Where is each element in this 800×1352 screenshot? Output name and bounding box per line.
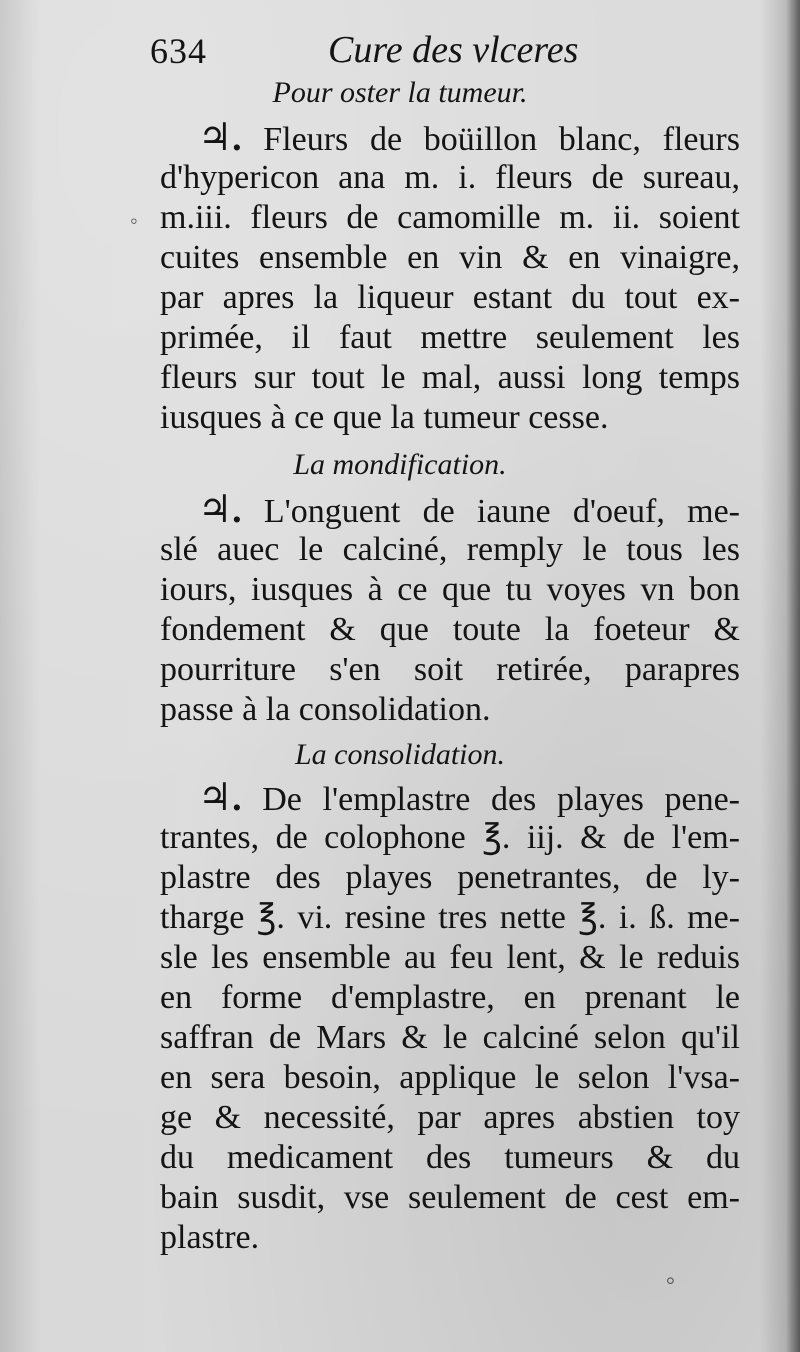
- text-line: par apres la liqueur estant du tout ex-: [160, 279, 740, 316]
- page-number: 634: [150, 31, 207, 71]
- page-edge-shadow: [786, 0, 800, 1352]
- text-line: saffran de Mars & le calciné selon qu'il: [160, 1019, 740, 1056]
- text-line: en sera besoin, applique le selon l'vsa-: [160, 1059, 740, 1096]
- text-line: iours, iusques à ce que tu voyes vn bon: [160, 571, 740, 608]
- ink-speck: °: [666, 1272, 675, 1297]
- recipe-symbol: ♃.: [198, 117, 242, 159]
- text-line: du medicament des tumeurs & du: [160, 1139, 740, 1176]
- text-line: [160, 778, 740, 818]
- text-line: tharge ℥. vi. resine tres nette ℥. i. ß. me-: [160, 899, 740, 936]
- text-line: plastre.: [160, 1219, 260, 1256]
- text-line: fondement & que toute la foeteur &: [160, 611, 740, 648]
- text-line: cuites ensemble en vin & en vinaigre,: [160, 239, 740, 276]
- text-line: fleurs sur tout le mal, aussi long temps: [160, 359, 740, 396]
- section-body-mondification: [160, 490, 740, 730]
- text-line: en forme d'emplastre, en prenant le: [160, 979, 740, 1016]
- section-body-consolidation: [160, 778, 740, 1258]
- section-body-tumeur: [160, 118, 740, 438]
- text-line: slé auec le calciné, remply le tous les: [160, 531, 740, 568]
- text-line: pourriture s'en soit retirée, parapres: [160, 651, 740, 688]
- recipe-symbol: ♃.: [198, 777, 242, 819]
- text-line: sle les ensemble au feu lent, & le reduis: [160, 939, 740, 976]
- recipe-symbol: ♃.: [198, 489, 242, 531]
- text-line: primée, il faut mettre seulement les: [160, 319, 740, 356]
- text-line: ge & necessité, par apres abstien toy: [160, 1099, 740, 1136]
- line-text: Fleurs de boüillon blanc, fleurs: [263, 121, 740, 158]
- text-line: bain susdit, vse seulement de cest em-: [160, 1179, 740, 1216]
- text-line: trantes, de colophone ℥. iij. & de l'em-: [160, 819, 740, 856]
- ink-speck: ◦: [130, 208, 138, 233]
- line-text: L'onguent de iaune d'oeuf, me-: [263, 493, 740, 530]
- text-line: d'hypericon ana m. i. fleurs de sureau,: [160, 159, 740, 196]
- text-line: [160, 490, 740, 530]
- text-line: passe à la consolidation.: [160, 691, 491, 728]
- running-title: Cure des vlceres: [328, 29, 579, 71]
- page-header: [150, 20, 750, 80]
- line-text: De l'emplastre des playes pene-: [262, 781, 740, 818]
- text-line: [160, 118, 740, 158]
- text-line: m.iii. fleurs de camomille m. ii. soient: [160, 199, 740, 236]
- section-heading-consolidation: La consolidation.: [294, 738, 505, 771]
- text-line: iusques à ce que la tumeur cesse.: [160, 399, 609, 436]
- section-heading-tumeur: Pour oster la tumeur.: [272, 76, 528, 109]
- section-heading-mondification: La mondification.: [293, 448, 507, 481]
- text-line: plastre des playes penetrantes, de ly-: [160, 859, 740, 896]
